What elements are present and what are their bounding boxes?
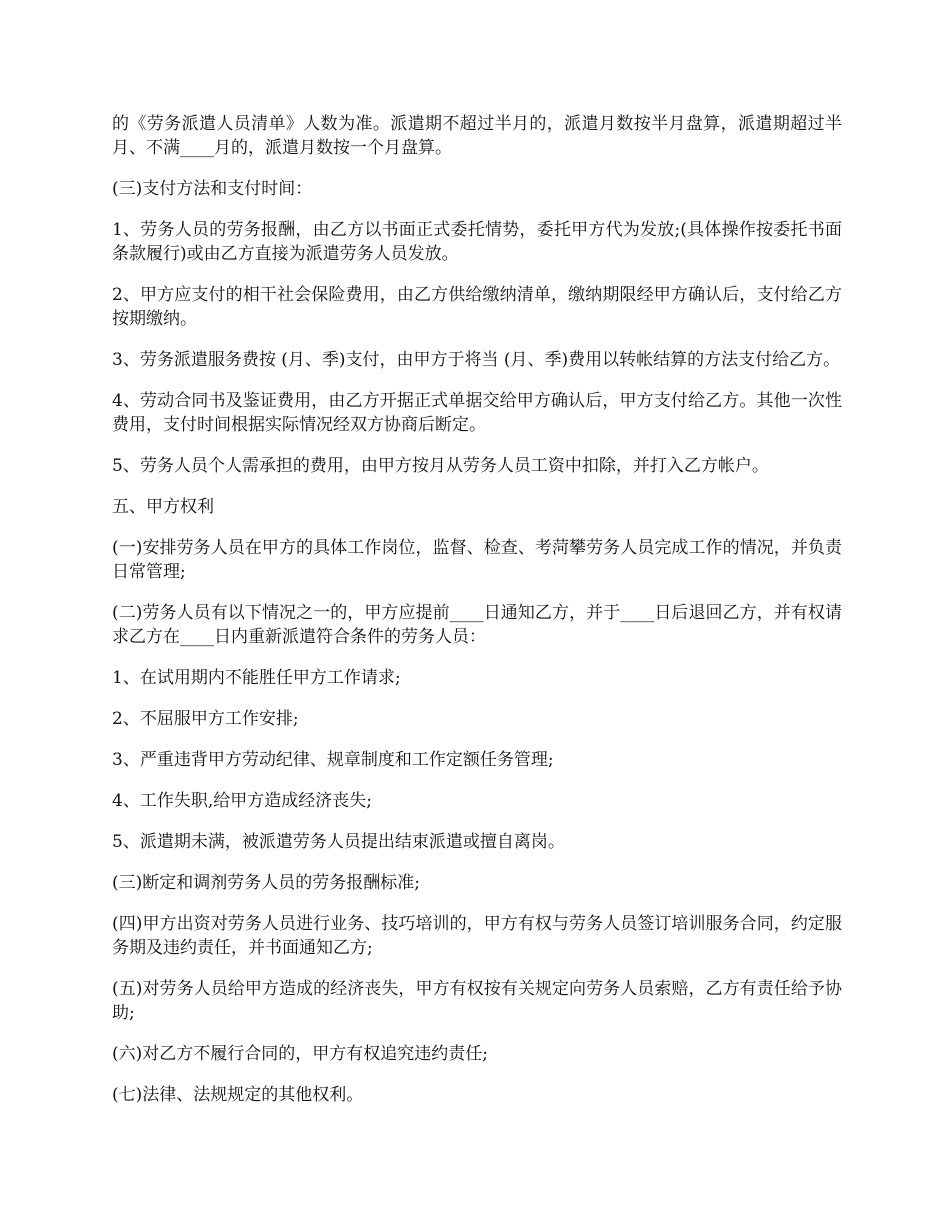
paragraph-right-4: (四)甲方出资对劳务人员进行业务、技巧培训的，甲方有权与劳务人员签订培训服务合同，约定服务期及违约责任，并书面通知乙方; — [112, 914, 842, 958]
heading-payment-method: (三)支付方法和支付时间： — [112, 179, 313, 199]
section-heading-party-a-rights: 五、甲方权利 — [112, 497, 214, 517]
paragraph-dispatch-months: 的《劳务派遣人员清单》人数为准。派遣期不超过半月的，派遣月数按半月盘算，派遣期超过半月、不满____月的，派遣月数按一个月盘算。 — [112, 114, 842, 158]
paragraph-payment-4: 4、劳动合同书及鉴证费用，由乙方开据正式单据交给甲方确认后，甲方支付给乙方。其他一次性费用，支付时间根据实际情况经双方协商后断定。 — [112, 391, 842, 435]
paragraph-right-7: (七)法律、法规规定的其他权利。 — [112, 1085, 364, 1105]
list-item-condition-5: 5、派遣期未满，被派遣劳务人员提出结束派遣或擅自离岗。 — [112, 832, 565, 852]
paragraph-payment-2: 2、甲方应支付的相干社会保险费用，由乙方供给缴纳清单，缴纳期限经甲方确认后，支付给乙方按期缴纳。 — [112, 285, 842, 329]
list-item-condition-2: 2、不屈服甲方工作安排; — [112, 709, 299, 729]
paragraph-right-2: (二)劳务人员有以下情况之一的，甲方应提前____日通知乙方，并于____日后退回乙方，并有权请求乙方在____日内重新派遣符合条件的劳务人员： — [112, 603, 842, 647]
list-item-condition-1: 1、在试用期内不能胜任甲方工作请求; — [112, 668, 401, 688]
paragraph-payment-1: 1、劳务人员的劳务报酬，由乙方以书面正式委托情势，委托甲方代为发放;(具体操作按委托书面条款履行)或由乙方直接为派遣劳务人员发放。 — [112, 220, 842, 264]
paragraph-right-1: (一)安排劳务人员在甲方的具体工作岗位，监督、检查、考菏攀劳务人员完成工作的情况，并负责日常管理; — [112, 538, 842, 582]
document-page — [112, 112, 842, 1124]
paragraph-right-5: (五)对劳务人员给甲方造成的经济丧失，甲方有权按有关规定向劳务人员索赔，乙方有责任给予协助; — [112, 979, 842, 1023]
paragraph-payment-5: 5、劳务人员个人需承担的费用，由甲方按月从劳务人员工资中扣除，并打入乙方帐户。 — [112, 456, 769, 476]
paragraph-right-6: (六)对乙方不履行合同的，甲方有权追究违约责任; — [112, 1044, 488, 1064]
list-item-condition-3: 3、严重违背甲方劳动纪律、规章制度和工作定额任务管理; — [112, 750, 554, 770]
paragraph-right-3: (三)断定和调剂劳务人员的劳务报酬标准; — [112, 873, 420, 893]
list-item-condition-4: 4、工作失职,给甲方造成经济丧失; — [112, 791, 372, 811]
paragraph-payment-3: 3、劳务派遣服务费按 (月、季)支付，由甲方于将当 (月、季)费用以转帐结算的方法支付给乙方。 — [112, 350, 841, 370]
